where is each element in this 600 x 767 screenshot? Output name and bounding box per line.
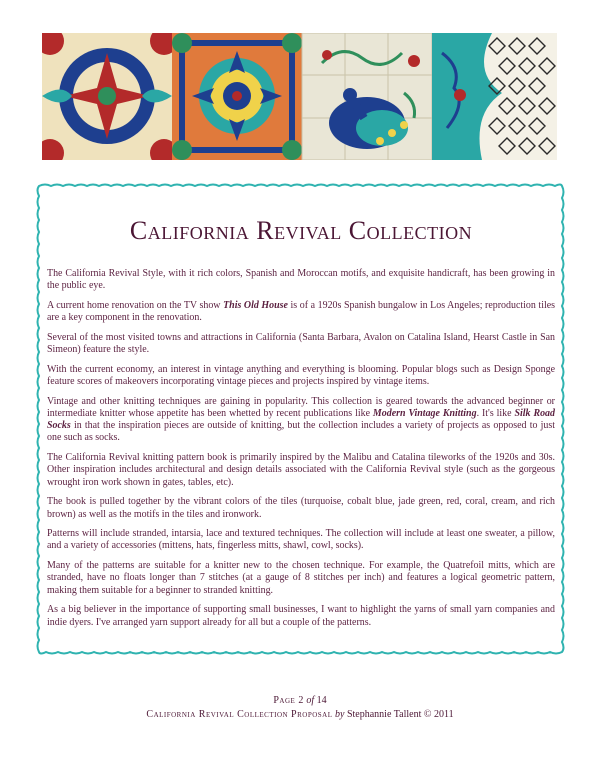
book-title-silk-road: Silk Road Socks: [47, 407, 555, 432]
paragraph-4: With the current economy, an interest in vintage anything and everything is blooming. Popular blogs such as Design Sponge feature scores of makeovers incorporating vintage pieces and projects inspired by vintage items.: [47, 363, 555, 387]
paragraph-5-text-a: Vintage and other knitting techniques are gaining in popularity. This collection is geared towards the advanced beginner or intermediate knitter whose appetite has been whetted by recent publications like: [47, 395, 555, 419]
show-title: This Old House: [223, 299, 288, 311]
paragraph-5-text-b: . It's like: [476, 407, 515, 419]
page-title: California Revival Collection: [129, 216, 473, 245]
paragraph-7: The book is pulled together by the vibrant colors of the tiles (turquoise, cobalt blue, jade green, red, coral, cream, and rich brown) as well as the motifs in the tiles and ironwork.: [47, 496, 555, 520]
paragraph-5: [47, 396, 555, 445]
paragraph-2-text-a: A current home renovation on the TV show: [47, 299, 224, 311]
tile-1: [42, 33, 178, 160]
tile-3: [302, 33, 432, 160]
tile-banner-image: [42, 33, 557, 160]
paragraph-8: Patterns will include stranded, intarsia, lace and textured techniques. The collection will include at least one sweater, a pillow, and a variety of accessories (mittens, hats, fingerless mitts, shawl, cowl, socks).: [47, 528, 555, 552]
paragraph-9: Many of the patterns are suitable for a knitter new to the chosen technique. For example, the Quatrefoil mitts, which are stranded, have no floats longer than 7 stitches (at a gauge of 8 stitches per inch) and features a logical geometric pattern, making them suitable for a beginner to stranded knitting.: [47, 560, 555, 596]
paragraph-1: The California Revival Style, with it rich colors, Spanish and Moroccan motifs, and exquisite handicraft, has been growing in the public eye.: [47, 268, 555, 292]
document-credit: California Revival Collection Proposal by Stephannie Tallent © 2011: [146, 709, 454, 720]
paragraph-2: [47, 300, 555, 325]
paragraph-3: Several of the most visited towns and attractions in California (Santa Barbara, Avalon on Catalina Island, Hearst Castle in San Simeon) feature the style.: [47, 331, 555, 356]
tile-2: [172, 33, 302, 160]
book-title-modern-vintage: Modern Vintage Knitting: [372, 407, 477, 419]
paragraph-10: As a big believer in the importance of supporting small businesses, I want to highlight the yarns of small yarn companies and indie dyers. I've arranged yarn support already for all but a couple of the patterns.: [47, 604, 555, 628]
paragraph-6: The California Revival knitting pattern book is primarily inspired by the Malibu and Catalina tileworks of the 1920s and 30s. Other inspiration includes architectural and design details associated with the California Revival style (such as the gorgeous wrought iron work shown in gates, tables, etc).: [47, 452, 555, 488]
paragraph-5-text-c: in that the inspiration pieces are outside of knitting, but the collection includes a variety of projects as opposed to just one such as socks.: [47, 420, 555, 444]
main-content: [47, 216, 555, 636]
page-footer: [0, 694, 600, 722]
tile-4: [432, 33, 557, 160]
paragraph-2-text-b: is of a 1920s Spanish bungalow in Los Angeles; reproduction tiles are a key component in the renovation.: [47, 299, 555, 324]
page-number: Page 2 of 14: [273, 695, 327, 706]
